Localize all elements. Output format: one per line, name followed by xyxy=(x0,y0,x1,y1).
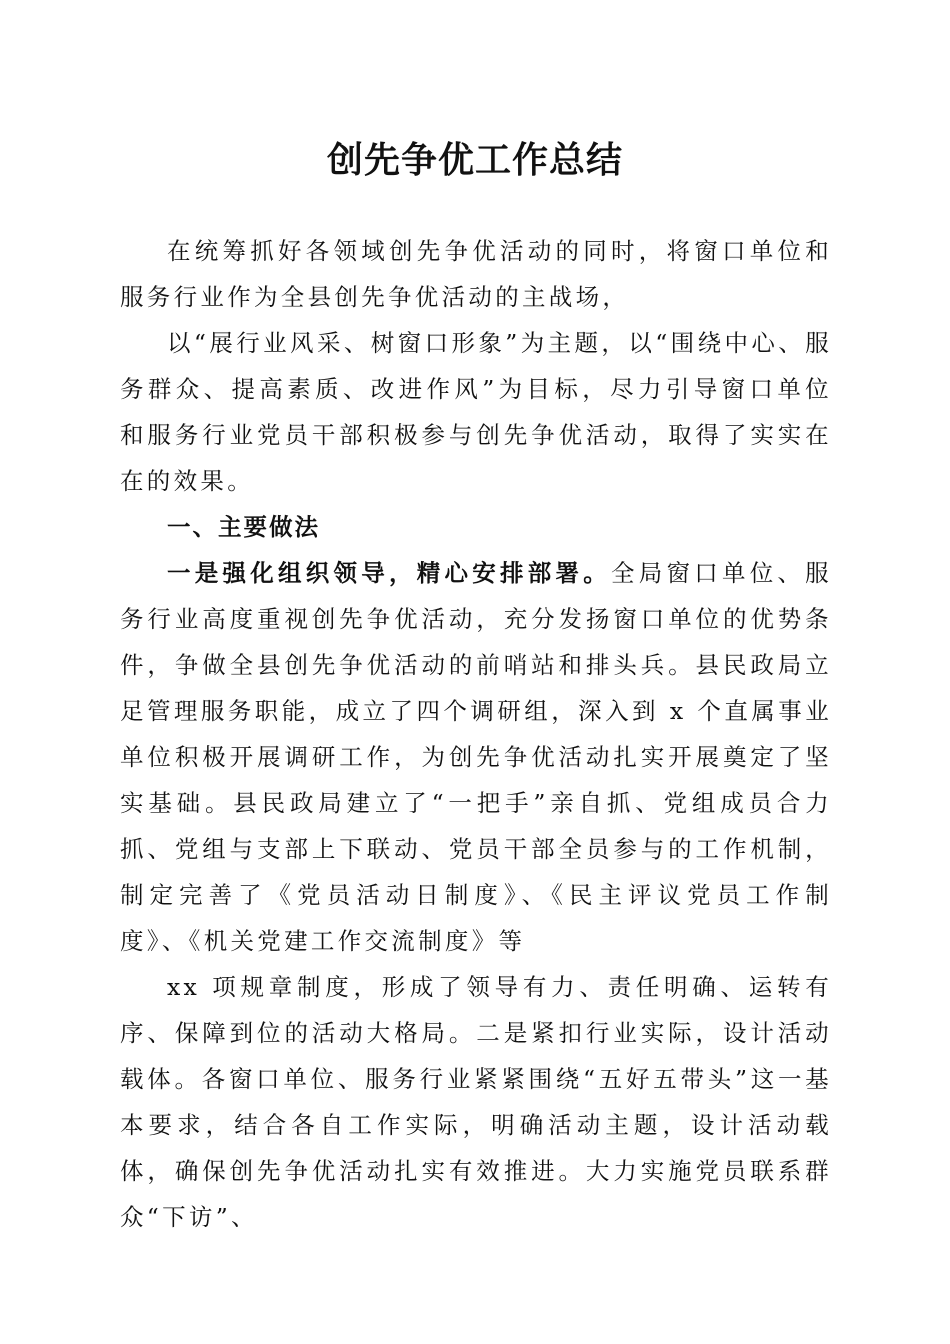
section-paragraph-lead: 一是强化组织领导，精心安排部署。 xyxy=(167,559,611,587)
document-body xyxy=(120,228,832,1240)
section-paragraph xyxy=(120,550,832,964)
section-paragraph-text: 全局窗口单位、服务行业高度重视创先争优活动，充分发扬窗口单位的优势条件，争做全县创先争优活动的前哨站和排头兵。县民政局立足管理服务职能，成立了四个调研组，深入到 x 个直属事业单位积极开展调研工作，为创先争优活动扎实开展奠定了坚实基础。县民政局建立了“一把手”亲自抓、党组成员合力抓、党组与支部上下联动、党员干部全员参与的工作机制，制定完善了《党员活动日制度》、《民主评议党员工作制度》、《机关党建工作交流制度》等 xyxy=(120,559,832,955)
final-paragraph: xx 项规章制度，形成了领导有力、责任明确、运转有序、保障到位的活动大格局。二是紧扣行业实际，设计活动载体。各窗口单位、服务行业紧紧围绕“五好五带头”这一基本要求，结合各自工作实际，明确活动主题，设计活动载体，确保创先争优活动扎实有效推进。大力实施党员联系群众“下访”、 xyxy=(120,973,832,1231)
section-heading: 一、主要做法 xyxy=(167,513,320,541)
intro-paragraph-1: 在统筹抓好各领域创先争优活动的同时，将窗口单位和服务行业作为全县创先争优活动的主战场， xyxy=(120,237,832,311)
document-title: 创先争优工作总结 xyxy=(326,139,623,181)
intro-paragraph-2: 以“展行业风采、树窗口形象”为主题，以“围绕中心、服务群众、提高素质、改进作风”为目标，尽力引导窗口单位和服务行业党员干部积极参与创先争优活动，取得了实实在在的效果。 xyxy=(120,329,832,495)
